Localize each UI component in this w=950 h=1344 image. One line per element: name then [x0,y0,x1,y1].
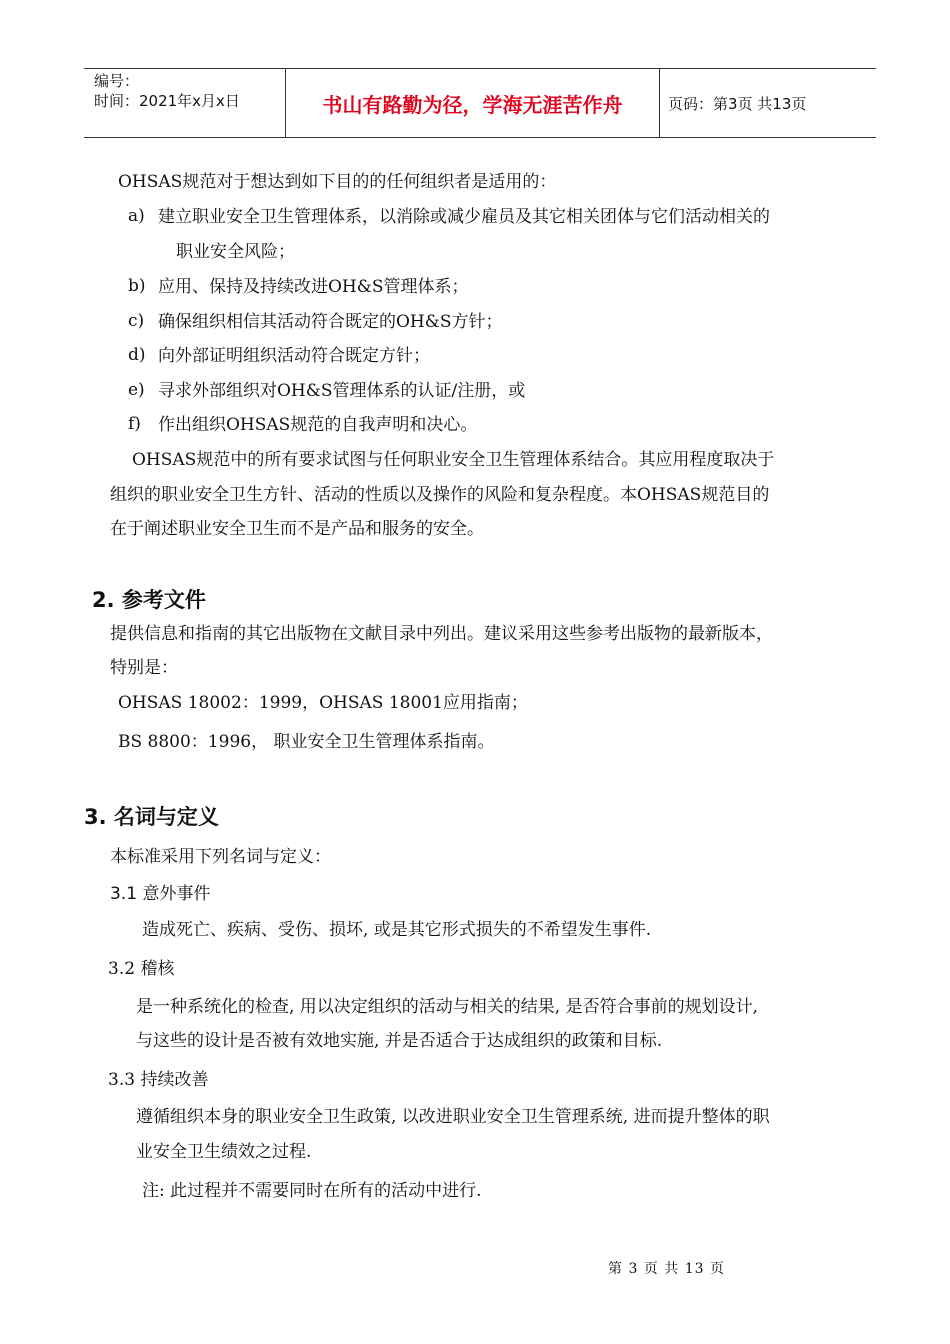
purpose-label-a: a) [128,206,145,226]
definition-improvement-note: 注: 此过程并不需要同时在所有的活动中进行. [142,1181,482,1201]
definition-improvement-line2: 业安全卫生绩效之过程. [136,1142,312,1162]
definition-audit-line1: 是一种系统化的检查, 用以决定组织的活动与相关的结果, 是否符合事前的规划设计, [136,997,759,1017]
purpose-label-c: c) [128,311,145,331]
definition-incident-title: 3.1 意外事件 [110,884,211,904]
reference-ohsas-18002: OHSAS 18002：1999，OHSAS 18001应用指南； [118,693,528,713]
intro-text: OHSAS规范对于想达到如下目的的任何组织者是适用的： [118,172,557,192]
section2-heading: 2. 参考文件 [92,588,206,612]
header-meta [84,69,286,137]
section3-intro: 本标准采用下列名词与定义： [110,847,331,867]
section2-para-line1: 提供信息和指南的其它出版物在文献目录中列出。建议采用这些参考出版物的最新版本， [110,624,773,644]
purpose-label-e: e) [128,380,145,400]
purpose-d: 向外部证明组织活动符合既定方针； [158,346,430,366]
purpose-a-line1: 建立职业安全卫生管理体系，以消除或减少雇员及其它相关团体与它们活动相关的 [158,207,770,227]
page-header [84,68,876,138]
definition-audit-title: 3.2 稽核 [108,959,175,979]
purpose-e: 寻求外部组织对OH&S管理体系的认证/注册，或 [158,381,526,401]
header-number: 编号： [94,72,140,90]
purpose-f: 作出组织OHSAS规范的自我声明和决心。 [158,415,478,435]
purpose-label-d: d) [128,345,146,365]
definition-audit-line2: 与这些的设计是否被有效地实施, 并是否适合于达成组织的政策和目标. [136,1031,663,1051]
section2-para-line2: 特别是： [110,658,178,678]
definition-incident-text: 造成死亡、疾病、受伤、损坏, 或是其它形式损失的不希望发生事件. [142,920,652,940]
scope-paragraph-line3: 在于阐述职业安全卫生而不是产品和服务的安全。 [110,519,484,539]
scope-paragraph-line2: 组织的职业安全卫生方针、活动的性质以及操作的风险和复杂程度。本OHSAS规范目的 [110,485,770,505]
scope-paragraph-line1: OHSAS规范中的所有要求试图与任何职业安全卫生管理体系结合。其应用程度取决于 [132,450,775,470]
purpose-c: 确保组织相信其活动符合既定的OH&S方针； [158,312,503,332]
definition-improvement-line1: 遵循组织本身的职业安全卫生政策, 以改进职业安全卫生管理系统, 进而提升整体的职 [136,1107,770,1127]
section3-heading: 3. 名词与定义 [84,805,219,829]
page-footer: 第 3 页 共 13 页 [608,1261,725,1277]
header-page-number: 页码：第3页 共13页 [668,94,807,113]
header-motto: 书山有路勤为径，学海无涯苦作舟 [286,69,660,137]
purpose-b: 应用、保持及持续改进OH&S管理体系； [158,277,469,297]
header-time: 时间：2021年x月x日 [94,92,240,110]
purpose-label-b: b) [128,276,146,296]
definition-improvement-title: 3.3 持续改善 [108,1070,209,1090]
purpose-a-line2: 职业安全风险； [176,242,295,262]
purpose-label-f: f) [128,414,141,434]
reference-bs-8800: BS 8800：1996， 职业安全卫生管理体系指南。 [118,732,495,752]
